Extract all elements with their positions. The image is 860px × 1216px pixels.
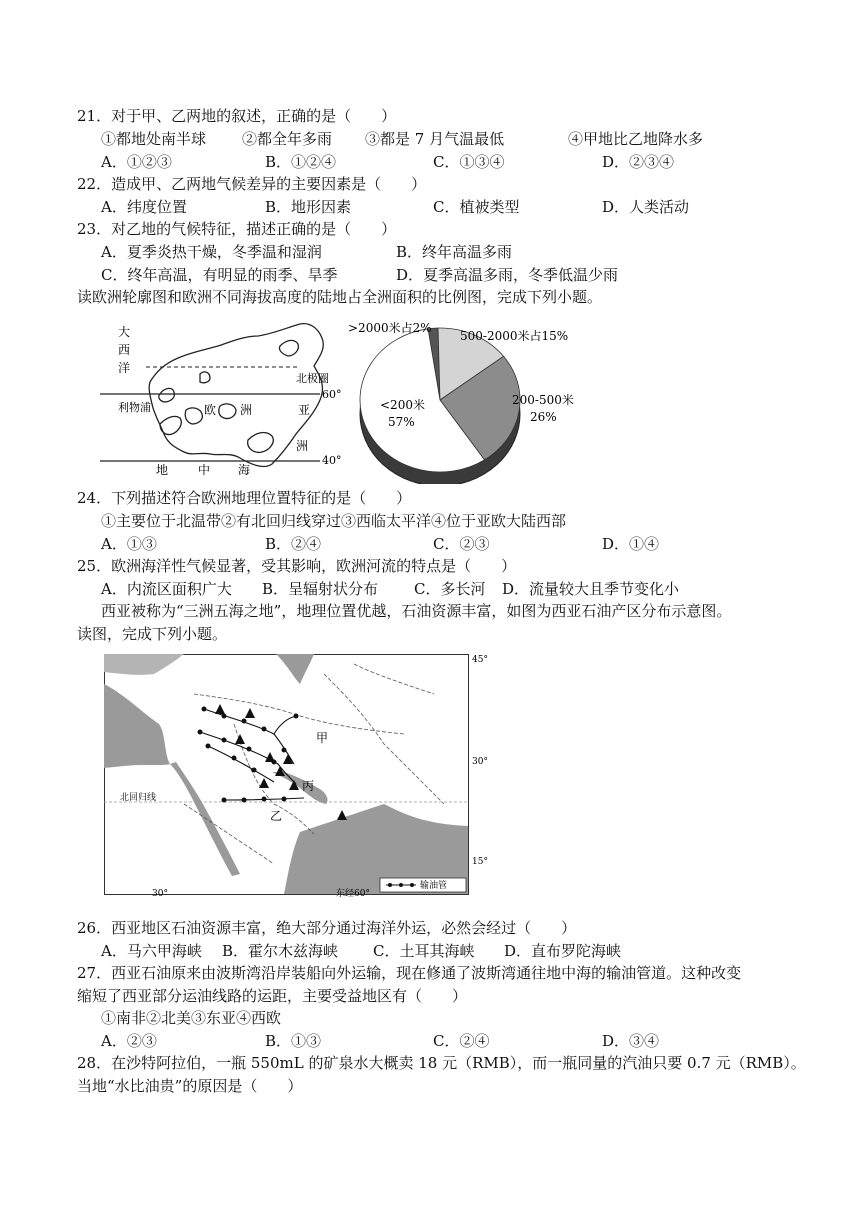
pie-label-lt200-b: 57% bbox=[388, 415, 415, 429]
med-label-zhong: 中 bbox=[198, 463, 211, 476]
q23-option-d[interactable]: D．夏季高温多雨，冬季低温少雨 bbox=[396, 266, 619, 284]
lat-30-label: 30° bbox=[472, 757, 488, 767]
q25-stem: 25．欧洲海洋性气候显著，受其影响，欧洲河流的特点是（ ） bbox=[77, 557, 517, 575]
pipeline-legend-label: 输油管 bbox=[420, 881, 448, 891]
q21-stem: 21．对于甲、乙两地的叙述，正确的是（ ） bbox=[77, 107, 397, 125]
q27-stem-1: 27．西亚石油原来由波斯湾沿岸装船向外运输，现在修通了波斯湾通往地中海的输油管道。这种改变 bbox=[77, 964, 742, 982]
lat-15-label: 15° bbox=[472, 857, 488, 867]
west-asia-oil-map bbox=[104, 654, 494, 898]
map-label-jia: 甲 bbox=[316, 731, 329, 745]
q23-option-b[interactable]: B．终年高温多雨 bbox=[396, 243, 513, 261]
q25-option-a[interactable]: A．内流区面积广大 bbox=[101, 580, 232, 598]
q27-option-d[interactable]: D．③④ bbox=[602, 1032, 660, 1050]
europe-label-xi: 西 bbox=[118, 343, 131, 357]
q21-option-a[interactable]: A．①②③ bbox=[101, 153, 172, 171]
pie-label-200-a: 200-500米 bbox=[512, 393, 574, 407]
q21-statement-4: ④甲地比乙地降水多 bbox=[568, 130, 704, 148]
q28-stem-2: 当地“水比油贵”的原因是（ ） bbox=[77, 1077, 303, 1095]
pie-label-2000: >2000米占2% bbox=[348, 321, 432, 335]
q23-option-a[interactable]: A．夏季炎热干燥，冬季温和湿润 bbox=[101, 243, 322, 261]
q27-option-a[interactable]: A．②③ bbox=[101, 1032, 157, 1050]
q21-option-d[interactable]: D．②③④ bbox=[602, 153, 675, 171]
pie-label-lt200-a: <200米 bbox=[380, 398, 425, 412]
q24-statements: ①主要位于北温带②有北回归线穿过③西临太平洋④位于亚欧大陆西部 bbox=[101, 512, 567, 530]
q22-option-d[interactable]: D．人类活动 bbox=[602, 198, 690, 216]
lon-60-label: 东经60° bbox=[336, 889, 370, 898]
asia-label-ya: 亚 bbox=[298, 403, 311, 417]
q21-statement-2: ②都全年多雨 bbox=[242, 130, 333, 148]
tropic-of-cancer-label: 北回归线 bbox=[120, 793, 157, 803]
q27-option-c[interactable]: C．②④ bbox=[433, 1032, 490, 1050]
q26-option-d[interactable]: D．直布罗陀海峡 bbox=[504, 942, 622, 960]
europe-label-zhou: 洲 bbox=[240, 403, 253, 417]
q23-stem: 23．对乙地的气候特征，描述正确的是（ ） bbox=[77, 220, 397, 238]
q28-stem-1: 28．在沙特阿拉伯，一瓶 550mL 的矿泉水大概卖 18 元（RMB），而一瓶同量的汽油只要 0.7 元（RMB）。 bbox=[77, 1054, 806, 1072]
q21-option-c[interactable]: C．①③④ bbox=[433, 153, 505, 171]
q25-option-c[interactable]: C．多长河 bbox=[414, 580, 486, 598]
lat-40-label: 40° bbox=[322, 454, 342, 467]
q23-option-c[interactable]: C．终年高温，有明显的雨季、旱季 bbox=[101, 266, 338, 284]
q27-statements: ①南非②北美③东亚④西欧 bbox=[101, 1009, 282, 1027]
q27-option-b[interactable]: B．①③ bbox=[265, 1032, 322, 1050]
med-label-hai: 海 bbox=[238, 463, 251, 476]
q24-option-d[interactable]: D．①④ bbox=[602, 535, 660, 553]
med-label-di: 地 bbox=[156, 463, 169, 476]
q27-stem-2: 缩短了西亚部分运油线路的运距，主要受益地区有（ ） bbox=[77, 987, 468, 1005]
liverpool-label: 利物浦 bbox=[118, 401, 151, 414]
map-label-bing: 丙 bbox=[302, 779, 315, 793]
q21-statement-1: ①都地处南半球 bbox=[101, 130, 207, 148]
europe-label-yang: 洋 bbox=[118, 361, 131, 375]
westasia-intro-1: 西亚被称为“三洲五海之地”，地理位置优越，石油资源丰富，如图为西亚石油产区分布示意图。 bbox=[101, 602, 732, 620]
elevation-pie-chart bbox=[340, 314, 590, 484]
lat-60-label: 60° bbox=[322, 388, 342, 401]
pie-label-200-b: 26% bbox=[530, 410, 557, 424]
arctic-circle-label: 北极圈 bbox=[296, 372, 329, 385]
map-label-yi: 乙 bbox=[270, 809, 283, 823]
q22-option-c[interactable]: C．植被类型 bbox=[433, 198, 520, 216]
q22-option-b[interactable]: B．地形因素 bbox=[265, 198, 352, 216]
lat-45-label: 45° bbox=[472, 655, 488, 665]
q26-stem: 26．西亚地区石油资源丰富，绝大部分通过海洋外运，必然会经过（ ） bbox=[77, 919, 577, 937]
q24-option-c[interactable]: C．②③ bbox=[433, 535, 490, 553]
q21-statement-3: ③都是 7 月气温最低 bbox=[365, 130, 505, 148]
q24-option-a[interactable]: A．①③ bbox=[101, 535, 157, 553]
europe-intro: 读欧洲轮廓图和欧洲不同海拔高度的陆地占全洲面积的比例图，完成下列小题。 bbox=[77, 288, 603, 306]
pie-label-500: 500-2000米占15% bbox=[460, 329, 569, 343]
q26-option-b[interactable]: B．霍尔木兹海峡 bbox=[222, 942, 339, 960]
q26-option-a[interactable]: A．马六甲海峡 bbox=[101, 942, 202, 960]
q25-option-b[interactable]: B．呈辐射状分布 bbox=[262, 580, 379, 598]
asia-label-zhou: 洲 bbox=[296, 439, 309, 453]
q24-option-b[interactable]: B．②④ bbox=[265, 535, 322, 553]
q25-option-d[interactable]: D．流量较大且季节变化小 bbox=[502, 580, 680, 598]
westasia-intro-2: 读图，完成下列小题。 bbox=[77, 625, 228, 643]
q22-option-a[interactable]: A．纬度位置 bbox=[101, 198, 187, 216]
q21-option-b[interactable]: B．①②④ bbox=[265, 153, 337, 171]
q22-stem: 22．造成甲、乙两地气候差异的主要因素是（ ） bbox=[77, 175, 427, 193]
europe-label-da: 大 bbox=[118, 325, 131, 339]
europe-label-ou: 欧 bbox=[204, 403, 217, 417]
q26-option-c[interactable]: C．土耳其海峡 bbox=[373, 942, 475, 960]
europe-outline-map bbox=[100, 314, 350, 476]
q24-stem: 24．下列描述符合欧洲地理位置特征的是（ ） bbox=[77, 489, 412, 507]
lon-30-label: 30° bbox=[152, 889, 168, 898]
